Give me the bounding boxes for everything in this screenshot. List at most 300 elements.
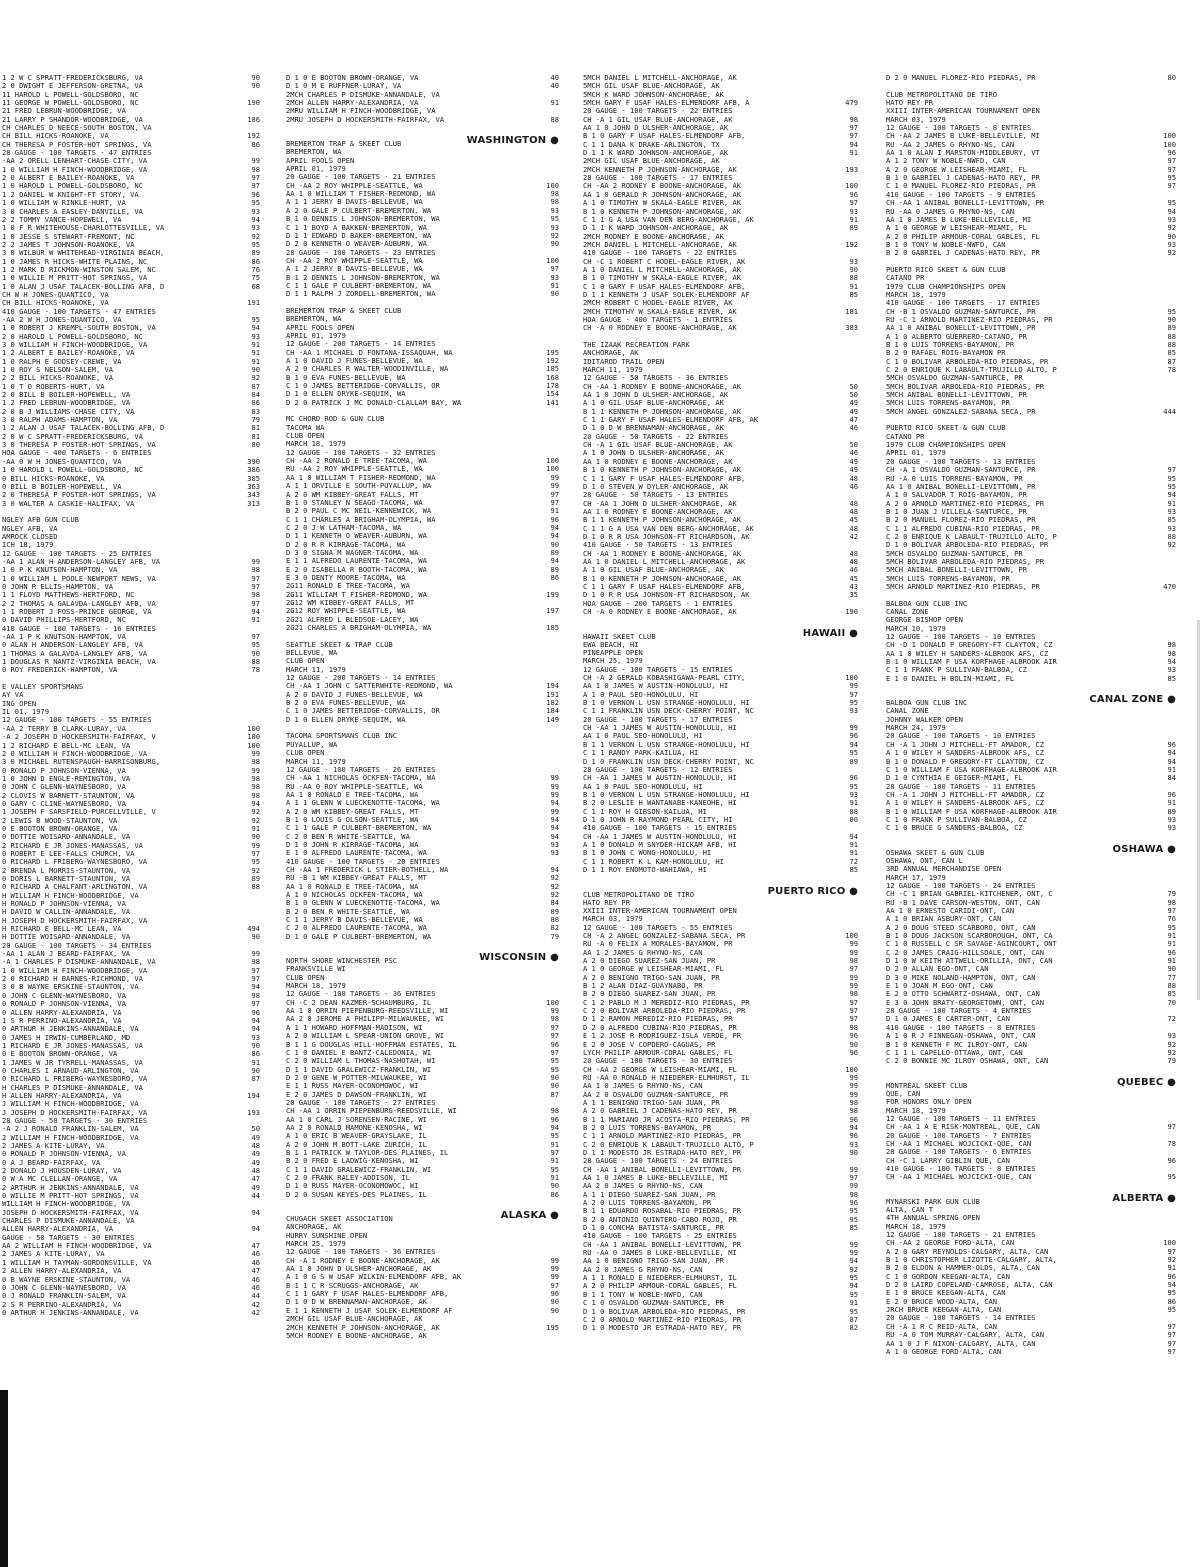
score-value: 96 (1167, 739, 1176, 749)
result-line (286, 290, 559, 298)
state-heading: OSHAWA ● (1113, 843, 1177, 856)
result-line (886, 74, 1176, 82)
score-value: 92 (251, 231, 260, 241)
result-text: IDITAROD TRAIL OPEN (583, 356, 665, 366)
result-text: AA 1 0 WILEY H SANDERS-ALBROOK AFS, CZ (886, 648, 1049, 658)
result-text: 3 0 MICHAEL RUTENSPAUGH-HARRISONBURG, (2, 757, 161, 767)
result-text: IL 01, 1979 (2, 707, 49, 717)
result-text: CH -AA 2 JAMES B LUKE-BELLEVILLE, MI (886, 131, 1040, 141)
result-line (886, 1173, 1176, 1181)
result-text: C 1 0 RUSSELL C SR SAVAGE-AGINCOURT, ONT (886, 939, 1057, 949)
score-value: 97 (251, 181, 260, 191)
club-state-header (886, 693, 1176, 706)
result-text: C 1 1 ARNOLD MARTINEZ-RIO PIEDRAS, PR (583, 1131, 742, 1141)
score-value: 168 (546, 372, 559, 382)
result-text: 3 0 THERESA P FOSTER-HOT SPRINGS, VA (2, 440, 156, 450)
score-value: 94 (251, 1207, 260, 1217)
result-text: CH -AA 1 JAMES W AUSTIN-HONOLULU, HI (583, 723, 737, 733)
result-text: CH W H JONES-QUANTICO, VA (2, 289, 109, 299)
score-value: 100 (1163, 131, 1176, 141)
result-text: A 1 0 GIL USAF BLUE-ANCHORAGE, AK (583, 565, 724, 575)
score-value: 95 (849, 1289, 858, 1299)
score-value: 91 (550, 1156, 559, 1166)
result-text: 12 GAUGE - 100 TARGETS - 26 ENTRIES (286, 764, 436, 774)
result-text: 1 RICHARD E JR JONES-MANASSAS, VA (2, 1040, 143, 1050)
result-text: CH -A 1 GIL USAF BLUE-ANCHORAGE, AK (583, 114, 733, 124)
result-text: 1 0 WILLIE M PRITT-HOT SPRINGS, VA (2, 273, 148, 283)
score-value: 35 (849, 590, 858, 600)
result-text: B 1 1 C R SCRUGGS-ANCHORAGE, AK (286, 1280, 419, 1290)
result-text: MARCH 10, 1979 (886, 623, 946, 633)
score-value: 95 (550, 1164, 559, 1174)
result-text: MARCH 25, 1979 (583, 656, 643, 666)
score-value: 93 (550, 222, 559, 232)
result-text: B 2 0 ELDON A HAMMER-OLDS, ALTA, CAN (886, 1263, 1040, 1273)
score-value: 98 (251, 990, 260, 1000)
result-text: D 1 0 FRANKLIN USN DECK-CHERRY POINT, NC (583, 756, 754, 766)
score-value: 85 (1167, 989, 1176, 999)
score-value: 96 (1167, 148, 1176, 158)
score-value: 87 (1167, 356, 1176, 366)
result-text: E 1 1 RUSS MAYER-OCONOMOWOC, WI (286, 1081, 419, 1091)
result-text: 20 GAUGE - 100 TARGETS - 27 ENTRIES (286, 1097, 436, 1107)
result-text: 3RD ANNUAL MERCHANDISE OPEN (886, 864, 1002, 874)
score-value: 97 (1167, 1338, 1176, 1348)
result-text: AA 1 0 JAMES G RHYNO-NS, CAN (583, 1081, 703, 1091)
result-text: CH BILL HICKS-ROANOKE, VA (2, 298, 109, 308)
score-value: 97 (251, 848, 260, 858)
score-value: 47 (251, 1266, 260, 1276)
result-text: A 2 0 PHILIP ARMOUR-CORAL GABLES, FL (886, 231, 1040, 241)
score-value: 98 (1167, 640, 1176, 650)
score-value: 195 (546, 1322, 559, 1332)
result-text: 20 GAUGE - 100 TARGETS - 34 ENTRIES (2, 940, 152, 950)
score-value: 97 (849, 964, 858, 974)
result-text: RU -B 1 DAVE CARSON-WESTON, ONT, CAN (886, 897, 1040, 907)
score-value: 72 (1167, 1014, 1176, 1024)
result-text: B 1 0 VERNON L USN STRANGE-HONOLULU, HI (583, 698, 750, 708)
result-text: ALTA, CAN T (886, 1205, 933, 1214)
result-text: CH -A 0 RODNEY E BOONE-ANCHORAGE, AK (583, 323, 737, 333)
score-value: 82 (550, 923, 559, 933)
result-text: D 1 1 DAVID GRALEWICZ-FRANKLIN, WI (286, 1064, 432, 1074)
score-value: 97 (1167, 181, 1176, 191)
result-text: 0 ROY FREDERICK-HAMPTON, VA (2, 665, 118, 675)
result-text: A 2 0 JOHN M BOTT-LAKE ZURICH, IL (286, 1139, 427, 1149)
result-text: CH -AA 1 FREDERICK L STIER-BOTHELL, WA (286, 864, 449, 874)
score-value: 68 (251, 281, 260, 291)
score-value: 88 (1167, 331, 1176, 341)
score-value: 90 (550, 1181, 559, 1191)
score-value: 94 (849, 1281, 858, 1291)
score-value: 79 (251, 415, 260, 425)
section-spacer (286, 124, 559, 132)
result-text: 2MCH RODNEY E BOONE-ANCHORAGE, AK (583, 231, 724, 241)
result-text: AA 1 0 ORRIN PIEPENBURG-REEDSVILLE, WI (286, 1006, 449, 1016)
result-text: A 2 0 GARY REYNOLDS-CALGARY, ALTA, CAN (886, 1246, 1049, 1256)
score-value: 85 (849, 864, 858, 874)
state-heading: PUERTO RICO ● (768, 885, 858, 898)
score-value: 95 (251, 640, 260, 650)
result-text: B 1 0 GABRIEL J CADENAS-HATO REY, PR (886, 173, 1040, 183)
score-value: 92 (1167, 540, 1176, 550)
result-text: B 1 0 KENNETH P JOHNSON-ANCHORAGE, AK (583, 206, 742, 216)
score-value: 99 (849, 1181, 858, 1191)
result-text: D 1 0 JOHN R RAYMOND-PEARL CITY, HI (583, 814, 733, 824)
score-value: 444 (1163, 406, 1176, 416)
result-text: A 1 0 JOHN D ULSHER-ANCHORAGE, AK (583, 448, 724, 458)
result-text: HOA GAUGE - 200 TARGETS - 1 ENTRIES (583, 598, 733, 608)
score-value: 77 (1167, 972, 1176, 982)
score-value: 91 (1167, 798, 1176, 808)
score-value: 97 (251, 632, 260, 642)
score-value: 46 (849, 481, 858, 491)
score-value: 98 (251, 164, 260, 174)
result-text: MARCH 18, 1979 (286, 439, 346, 449)
result-text: 12 GAUGE - 100 TARGETS - 15 ENTRIES (583, 664, 733, 674)
score-value: 49 (849, 456, 858, 466)
score-value: 97 (550, 1022, 559, 1032)
score-value: 91 (550, 1139, 559, 1149)
score-value: 96 (849, 189, 858, 199)
score-value: 96 (1167, 947, 1176, 957)
result-text: AA 2 0 JAMES G RHYNO-NS, CAN (583, 1264, 703, 1274)
score-value: 383 (845, 323, 858, 333)
result-text: C 1 1 DANA K DRAKE-ARLINGTON, TX (583, 139, 720, 149)
result-text: -AA 0 W H JONES-QUANTICO, VA (2, 456, 122, 466)
result-text: E 1 2 JOSE R RODRIGUEZ-ISLA VERDE, PR (583, 1031, 742, 1041)
score-value: 94 (1167, 206, 1176, 216)
result-text: 2 0 WILLIAM H FINCH-WOODBRIDGE, VA (2, 748, 148, 758)
result-text: AA 1 0 JOHN D ULSHER-ANCHORAGE, AK (286, 1264, 432, 1274)
result-text: 2MCH ALLEN HARRY-ALEXANDRIA, VA (286, 98, 419, 108)
score-value: 97 (849, 1014, 858, 1024)
result-text: RU -A 0 FELIX A MORALES-BAYAMON, PR (583, 939, 733, 949)
score-value: 91 (849, 839, 858, 849)
result-text: 4TH ANNUAL SPRING OPEN (886, 1213, 980, 1223)
result-line (583, 1324, 858, 1332)
score-value: 98 (849, 1189, 858, 1199)
result-text: B 2 0 DIEGO SUAREZ-SAN JUAN, PR (583, 989, 716, 999)
score-value: 88 (550, 114, 559, 124)
result-text: 0 CHARLES I ARNAUD-ARLINGTON, VA (2, 1065, 139, 1075)
result-text: H RONALD P JOHNSON-VIENNA, VA (2, 899, 126, 909)
score-value: 94 (550, 823, 559, 833)
result-text: CH CHARLES D NEECE-SOUTH BOSTON, VA (2, 123, 152, 133)
score-value: 99 (550, 789, 559, 799)
result-text: AY VA (2, 690, 24, 700)
score-value: 100 (546, 464, 559, 474)
score-value: 96 (550, 1039, 559, 1049)
result-text: 0 RICHARD A CHALFANT-ARLINGTON, VA (2, 882, 148, 892)
score-value: 94 (1167, 657, 1176, 667)
result-text: 1 0 JESSE S STEWART-FREMONT, NC (2, 231, 135, 241)
result-text: 28 GAUGE - 50 TARGETS - 30 ENTRIES (2, 1115, 148, 1125)
score-value: 42 (849, 531, 858, 541)
result-text: JOHNNY WALKER OPEN (886, 714, 963, 724)
result-text: APRIL FOOLS OPEN (286, 322, 355, 332)
result-text: RU -AA 0 JAMES G RHYNO-NS, CAN (886, 206, 1015, 216)
result-text: C 1 1 FRANK P SULLIVAN-BALBOA, CZ (886, 665, 1027, 675)
result-text: 2MRU WILLIAM H FINCH-WOODBRIDGE, VA (286, 106, 436, 116)
score-value: 97 (1167, 465, 1176, 475)
result-text: CATANO PR (886, 273, 925, 283)
result-text: ING OPEN (2, 698, 37, 708)
result-text: C 2 0 ENRIQUE K LABAULT-TRUJILLO ALTO, P (583, 1139, 754, 1149)
score-value: 91 (849, 214, 858, 224)
score-value: 42 (251, 1307, 260, 1317)
score-value: 100 (1163, 1238, 1176, 1248)
state-heading: ALASKA ● (501, 1209, 559, 1222)
result-text: 2 CLOVIS W BARNETT-STAUNTON, VA (2, 790, 135, 800)
result-text: D 1 0 ELLEN DRYKE-SEQUIM, WA (286, 714, 406, 724)
score-value: 98 (550, 189, 559, 199)
score-value: 100 (845, 673, 858, 683)
score-value: 91 (550, 98, 559, 108)
score-value: 47 (251, 1174, 260, 1184)
score-value: 93 (550, 839, 559, 849)
score-value: 50 (849, 440, 858, 450)
result-text: AA 2 0 JEROME A PHILIPP-MILWAUKEE, WI (286, 1014, 445, 1024)
result-text: E 2 0 OTTO SCHWARTZ-OSHAWA, ONT, CAN (886, 989, 1040, 999)
result-text: -AA 2 W H JONES-QUANTICO, VA (2, 314, 122, 324)
result-text: 0 ARTHUR H JENKINS-ANNANDALE, VA (2, 1024, 139, 1034)
score-value: 96 (849, 1114, 858, 1124)
result-text: -AA 2 TERRY B CLARK-LURAY, VA (2, 723, 126, 733)
result-text: 1 THOMAS A GALAVDA-LANGLEY AFB, VA (2, 648, 148, 658)
result-text: A 1 1 BENIGNO TRIGO-SAN JUAN, PR (583, 1097, 720, 1107)
result-text: 0 B WAYNE ERSKINE-STAUNTON, VA (2, 1274, 131, 1284)
club-state-header (286, 134, 559, 147)
result-text: H CHARLES P DISMUKE-ANNANDALE, VA (2, 1082, 143, 1092)
score-value: 100 (546, 180, 559, 190)
score-value: 97 (251, 581, 260, 591)
result-text: 1 0 P K KNUTSON-HAMPTON, VA (2, 565, 118, 575)
result-text: 12 GAUGE - 100 TARGETS - 11 ENTRIES (886, 1113, 1036, 1123)
result-text: 5MCH ARNOLD MARTINEZ-RIO PIEDRAS, PR (886, 581, 1040, 591)
result-text: B 1 0 GARY F USAF HALES-ELMENDORF AFB, (583, 131, 746, 141)
result-text: 12 GAUGE - 100 TARGETS - 36 ENTRIES (286, 989, 436, 999)
result-text: 410 GAUGE - 100 TARGETS - 22 ENTRIES (583, 248, 737, 258)
result-line (286, 116, 559, 124)
score-value: 98 (1167, 648, 1176, 658)
score-value: 95 (251, 239, 260, 249)
score-value: 195 (546, 347, 559, 357)
result-text: 0 ARTHUR H JENKINS-ANNANDALE, VA (2, 1307, 139, 1317)
result-text: 12 GAUGE - 100 TARGETS - 32 ENTRIES (286, 447, 436, 457)
result-text: B 1 1 PATRICK W TAYLOR-DES PLAINES, IL (286, 1147, 449, 1157)
result-text: 12 GAUGE - 100 TARGETS - 55 ENTRIES (2, 715, 152, 725)
result-line (583, 608, 858, 616)
score-value: 89 (1167, 323, 1176, 333)
result-text: 2 JAMES A KITE-LURAY, VA (2, 1141, 105, 1150)
result-text: D 1 0 CYNTHIA E GEIGER-MIAMI, FL (886, 773, 1023, 783)
score-value: 90 (550, 1081, 559, 1091)
result-text: 20 GAUGE - 100 TARGETS - 7 ENTRIES (886, 1130, 1032, 1140)
score-value: 100 (546, 997, 559, 1007)
result-text: CH -AA 1 NICHOLAS OCKFEN-TACOMA, WA (286, 773, 436, 783)
score-value: 94 (550, 556, 559, 566)
result-text: 410 GAUGE - 100 TARGETS - 17 ENTRIES (886, 298, 1040, 308)
score-value: 95 (849, 1214, 858, 1224)
result-text: D 1 0 BOLIVAR ARBOLEDA-RIO PIEDRAS, PR (886, 540, 1049, 550)
result-text: 1 2 MARK D RICKMON-WINSTON SALEM, NC (2, 264, 156, 274)
state-heading: HAWAII ● (803, 627, 858, 640)
score-value: 94 (849, 1122, 858, 1132)
result-text: AA 1 0 RODNEY E BOONE-ANCHORAGE, AK (583, 456, 733, 466)
result-text: CH -AA 1 ANIBAL BONELLI-LEVITTOWN, PR (583, 1239, 742, 1249)
score-value: 88 (1167, 531, 1176, 541)
result-text: B 1 0 KENNETH P JOHNSON-ANCHORAGE, AK (583, 465, 742, 475)
score-value: 93 (251, 206, 260, 216)
score-value: 94 (849, 139, 858, 149)
score-value: 99 (251, 748, 260, 758)
score-value: 75 (251, 273, 260, 283)
score-value: 90 (251, 932, 260, 942)
result-text: C 2 0 J W LATHAM-TACOMA, WA (286, 522, 402, 532)
score-value: 93 (1167, 506, 1176, 516)
result-text: 410 GAUGE - 100 TARGETS - 20 ENTRIES (286, 856, 440, 866)
result-text: B 2 0 LUIS TORRENS-BAYAMON, PR (583, 1122, 712, 1132)
result-text: 20 GAUGE - 100 TARGETS - 21 ENTRIES (286, 172, 436, 182)
result-text: 5MCH BOLIVAR ARBOLEDA-RIO PIEDRAS, PR (886, 381, 1045, 391)
result-text: OSHAWA, ONT, CAN L (886, 855, 963, 865)
result-text: C 2 0 ARNOLD MARTINEZ-RIO PIEDRAS, PR (583, 1314, 742, 1324)
result-text: A 1 0 WILEY H SANDERS-ALBROOK AFS, CZ (886, 798, 1045, 808)
result-line (286, 716, 559, 724)
club-name: CHUGACH SKEET ASSOCIATION (286, 1214, 393, 1224)
score-value: 79 (1167, 889, 1176, 899)
score-value: 95 (849, 1306, 858, 1316)
score-value: 94 (251, 323, 260, 333)
result-text: ANCHORAGE, AK (583, 348, 639, 358)
score-value: 93 (251, 1032, 260, 1042)
result-text: A 1 0 ALBERTO GUERRERO-CATANO, PR (886, 331, 1027, 341)
result-text: 0 JOHN R ELLIS-HAMPTON, VA (2, 581, 114, 591)
result-text: C 1 1 G A USA VAN DEN BERG-ANCHORAGE, AK (583, 523, 754, 533)
result-text: 1 2 RICHARD E BELL-MC LEAN, VA (2, 740, 131, 750)
result-text: 5MCH ANIBAL BONELLI-LEVITTOWN, PR (886, 565, 1027, 575)
result-text: 0 JOHN C GLENN-WAYNESBORO, VA (2, 990, 126, 1000)
score-value: 94 (550, 864, 559, 874)
score-value: 88 (849, 806, 858, 816)
score-value: 99 (550, 1264, 559, 1274)
score-value: 92 (550, 890, 559, 899)
result-text: A 1 0 GEORGE W LEISHEAR-MIAMI, FL (886, 223, 1027, 233)
result-text: -AA 1 ALAN J BEARD-FAIRFAX, VA (2, 949, 131, 959)
result-line (886, 600, 1176, 608)
club-name: BREMERTON TRAP & SKEET CLUB (286, 139, 402, 149)
score-value: 98 (251, 773, 260, 783)
result-text: BREMERTON, WA (286, 147, 342, 157)
score-value: 99 (251, 156, 260, 166)
result-text: HATO REY PR (886, 98, 933, 108)
score-value: 85 (1167, 515, 1176, 525)
result-text: AA 1 0 JAMES B LUKE-BELLEVILLE, MI (886, 214, 1032, 224)
result-text: 5MCH ANIBAL BONELLI-LEVITTOWN, PR (886, 390, 1027, 400)
club-name: OSHAWA SKEET & GUN CLUB (886, 847, 985, 857)
score-value: 47 (849, 415, 858, 425)
result-text: AA 1 0 CARL J SORENSEN-RACINE, WI (286, 1114, 427, 1124)
score-value: 43 (849, 581, 858, 591)
score-value: 190 (845, 607, 858, 616)
result-text: C 2 0 ENRIQUE K LABAULT-TRUJILLO ALTO, P (886, 531, 1057, 541)
score-value: 97 (849, 997, 858, 1007)
result-text: C 1 0 FRANK P SULLIVAN-BALBOA, CZ (886, 814, 1027, 824)
result-text: GEORGE BISHOP OPEN (886, 615, 963, 625)
result-text: 20 GAUGE - 100 TARGETS - 30 ENTRIES (583, 1056, 733, 1066)
result-text: E 1 0 JOAN M EGO-ONT, CAN (886, 981, 993, 991)
result-text: 410 GAUGE - 100 TARGETS - 16 ENTRIES (2, 623, 156, 633)
result-text: C 1 1 CHARLES A BRIGHAM-OLYMPIA, WA (286, 514, 436, 524)
result-text: 5MCH GARY F USAF HALES-ELMENDORF AFB, A (583, 98, 750, 108)
result-text: 2MCH CHARLES P DISMUKE-ANNANDALE, VA (286, 89, 440, 99)
result-text: 1 0 ROBERT J KREMPL-SOUTH BOSTON, VA (2, 323, 156, 333)
score-value: 92 (550, 881, 559, 891)
result-text: CH -AA 2 GEORGE W LEISHEAR-MIAMI, FL (583, 1064, 737, 1074)
result-text: JRCH BRUCE KEEGAN-ALTA, CAN (886, 1305, 1002, 1315)
result-text: CH -AA 1 JOHN C SATTERWHITE-REDMOND, WA (286, 681, 453, 691)
score-value: 99 (251, 949, 260, 959)
result-text: B 1 1 G DOUGLAS HILL-HOFFMAN ESTATES, IL (286, 1039, 457, 1049)
result-text: 2 DONALD J HOUSDEN-LURAY, VA (2, 1166, 122, 1176)
result-text: H DOTTIE WOISARD-ANNANDALE, VA (2, 932, 131, 942)
result-text: 12 GAUGE - 50 TARGETS - 36 ENTRIES (583, 373, 729, 383)
result-text: 5MCH GIL USAF BLUE-ANCHORAGE, AK (583, 81, 720, 91)
result-text: A 2 0 PHILIP ARMOUR-CORAL GABLES, FL (583, 1281, 737, 1291)
section-spacer (886, 1182, 1176, 1190)
score-value: 80 (849, 814, 858, 824)
result-text: CH -A 2 ANGEL GONZALEZ-SABANA SECA, PR (583, 931, 746, 941)
result-text: E 1 0 BRUCE KEEGAN-ALTA, CAN (886, 1288, 1006, 1298)
result-text: 0 JOHN C GLENN-WAYNESBORO, VA (2, 782, 126, 792)
score-value: 78 (1167, 365, 1176, 375)
result-text: 3 0 B WAYNE ERSKINE-STAUNTON, VA (2, 982, 139, 992)
result-text: CH -AA 2 ROY WHIPPLE-SEATTLE, WA (286, 180, 423, 190)
result-text: 21 FRED LEBRUN-WOODBRIDGE, VA (2, 106, 126, 116)
score-value: 93 (1167, 214, 1176, 224)
result-text: A 2 0 LUIS TORRENS-BAYAMON, PR (583, 1198, 712, 1208)
result-text: 5MCH RODNEY E BOONE-ANCHORAGE, AK (286, 1330, 427, 1340)
result-text: H ALLEN HARRY-ALEXANDRIA, VA (2, 1090, 122, 1100)
score-value: 98 (550, 197, 559, 207)
result-text: -A 1 CHARLES P DISMUKE-ANNANDALE, VA (2, 957, 156, 967)
score-value: 44 (251, 1291, 260, 1301)
result-text: D 1 2 RAMON MEREDIZ-RIO PIEDRAS, PR (583, 1014, 733, 1024)
score-value: 98 (251, 565, 260, 575)
result-text: C 2 0 ALFREDO LAURENTE-TACOMA, WA (286, 923, 427, 933)
result-text: A 1 0 GIL USAF BLUE-ANCHORAGE, AK (583, 398, 724, 408)
score-value: 97 (1167, 1321, 1176, 1331)
result-text: E 3 0 JOHN BRATY-GEORGETOWN, ONT, CAN (886, 997, 1045, 1007)
result-text: B 1 0 VERNON L USN STRANGE-HONOLULU, HI (583, 789, 750, 799)
result-text: 1 0 HAROLD L POWELL-GOLDSBORO, NC (2, 465, 143, 475)
score-value: 48 (849, 506, 858, 516)
score-value: 82 (849, 1323, 858, 1333)
result-text: RU -A 0 LUIS TORRENS-BAYAMON, PR (886, 473, 1023, 483)
result-text: 2 2 BILL HICKS-ROANOKE, VA (2, 373, 114, 383)
score-value: 94 (251, 1024, 260, 1034)
result-text: AA 1 0 ERNESTO CARIDI-ONT, CAN (886, 906, 1015, 915)
score-value: 182 (546, 698, 559, 708)
result-text: A 1 0 TIMOTHY W SKALA-EAGLE RIVER, AK (583, 198, 742, 208)
score-value: 86 (1167, 1296, 1176, 1306)
score-value: 91 (1167, 498, 1176, 508)
score-value: 97 (251, 974, 260, 984)
result-text: MARCH 18, 1979 (886, 289, 946, 299)
result-text: 2 0 THERESA P FOSTER-HOT SPRINGS, VA (2, 490, 156, 500)
result-text: AA 1 0 JOHN D ULSHER-ANCHORAGE, AK (583, 123, 729, 133)
